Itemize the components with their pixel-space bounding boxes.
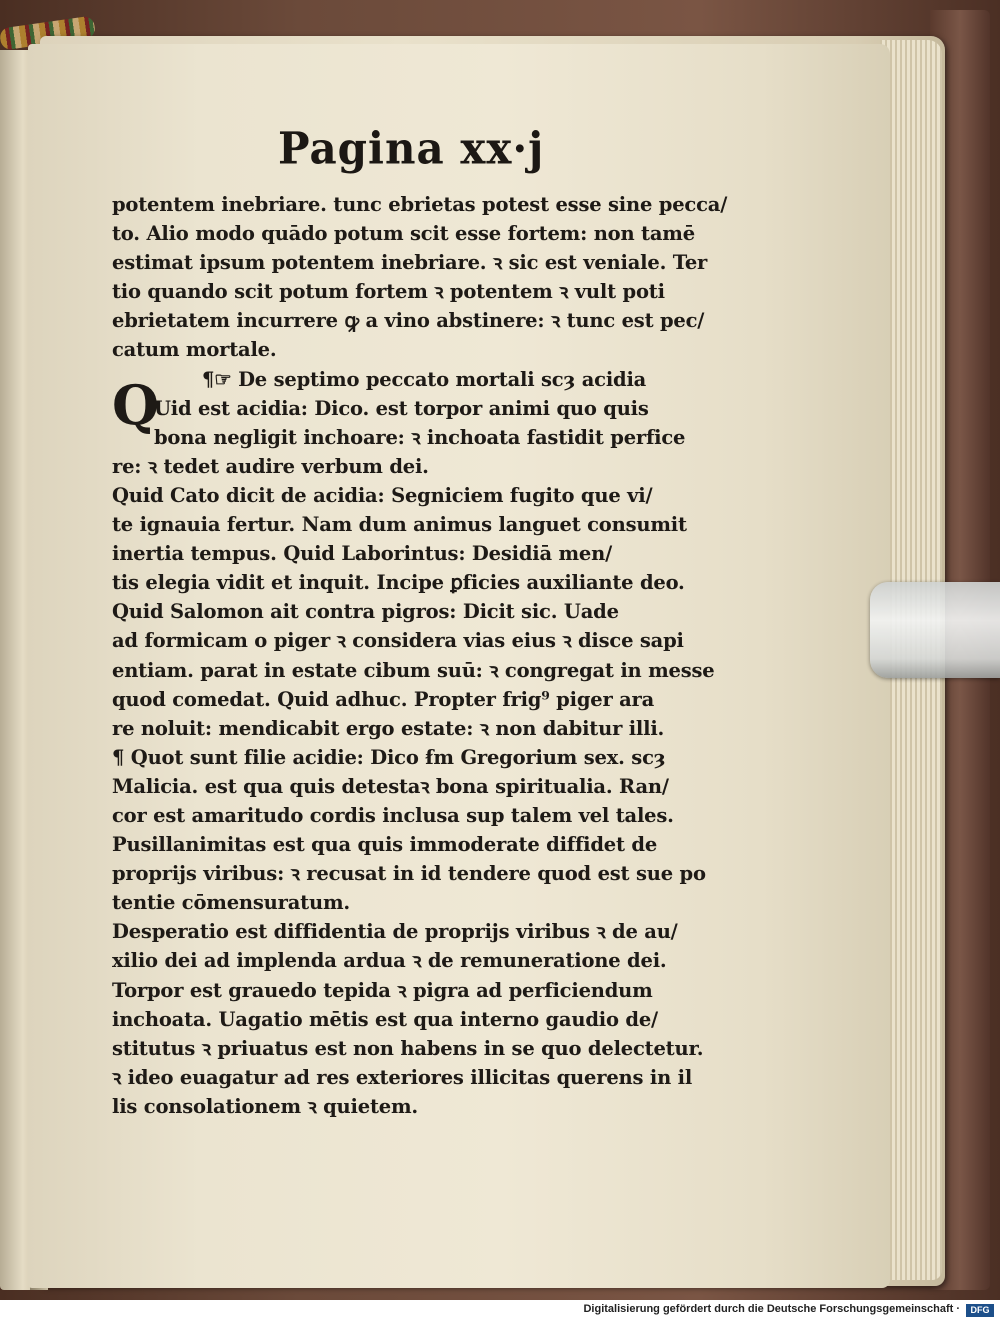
text-line: Desperatio est diffidentia de proprijs viribus ꝛ de au/ <box>112 920 678 944</box>
text-line: tentie cōmensuratum. <box>112 891 350 915</box>
text-line: te ignauia fertur. Nam dum animus languet consumit <box>112 513 687 537</box>
section-heading: ¶☞ De septimo peccato mortali scȝ acidia <box>202 367 647 391</box>
page-heading: Pagina xx·j <box>278 122 545 175</box>
text-line: re: ꝛ tedet audire verbum dei. <box>112 454 429 478</box>
text-line: quod comedat. Quid adhuc. Propter frig⁹ piger ara <box>112 687 655 711</box>
text-line: tis elegia vidit et inquit. Incipe ꝑficies auxiliante deo. <box>112 571 685 595</box>
text-line: proprijs viribus: ꝛ recusat in id tendere quod est sue po <box>112 862 706 886</box>
text-line: Quid Cato dicit de acidia: Segniciem fugito que vi/ <box>112 483 653 507</box>
page-clip <box>870 582 1000 678</box>
text-line: lis consolationem ꝛ quietem. <box>112 1094 418 1118</box>
text-line: ad formicam o piger ꝛ considera vias eius ꝛ disce sapi <box>112 629 684 653</box>
text-line: stitutus ꝛ priuatus est non habens in se quo delectetur. <box>112 1036 704 1060</box>
text-line: Pusillanimitas est qua quis immoderate diffidet de <box>112 833 658 857</box>
text-line: tio quando scit potum fortem ꝛ potentem ꝛ vult poti <box>112 280 665 304</box>
text-line: entiam. parat in estate cibum suū: ꝛ congregat in messe <box>112 658 715 682</box>
text-line: Malicia. est qua quis detestaꝛ bona spiritualia. Ran/ <box>112 774 669 798</box>
text-column <box>112 190 728 1121</box>
text-line: to. Alio modo quādo potum scit esse fortem: non tamē <box>112 222 695 246</box>
funding-credit: Digitalisierung gefördert durch die Deutsche Forschungsgemeinschaft · <box>583 1303 960 1315</box>
text-line: ebrietatem incurrere ꝙ a vino abstinere: ꝛ tunc est pec/ <box>112 309 705 333</box>
text-line: inertia tempus. Quid Laborintus: Desidiā men/ <box>112 542 613 566</box>
text-line: Torpor est grauedo tepida ꝛ pigra ad perficiendum <box>112 978 653 1002</box>
text-line: xilio dei ad implenda ardua ꝛ de remuneratione dei. <box>112 949 667 973</box>
text-line: cor est amaritudo cordis inclusa sup talem vel tales. <box>112 803 674 827</box>
text-line: inchoata. Uagatio mētis est qua interno gaudio de/ <box>112 1007 658 1031</box>
dfg-logo: DFG <box>966 1304 994 1317</box>
drop-capital: Q <box>112 373 160 437</box>
text-line: re noluit: mendicabit ergo estate: ꝛ non dabitur illi. <box>112 716 665 740</box>
text-line: bona negligit inchoare: ꝛ inchoata fastidit perfice <box>154 425 686 449</box>
text-line: Quid Salomon ait contra pigros: Dicit sic. Uade <box>112 600 619 624</box>
text-line: Uid est acidia: Dico. est torpor animi quo quis <box>154 396 649 420</box>
text-line: ꝛ ideo euagatur ad res exteriores illicitas querens in il <box>112 1065 693 1089</box>
text-line: catum mortale. <box>112 338 277 362</box>
text-line: estimat ipsum potentem inebriare. ꝛ sic est veniale. Ter <box>112 251 708 275</box>
text-line: potentem inebriare. tunc ebrietas potest esse sine pecca/ <box>112 193 728 216</box>
text-line: ¶ Quot sunt filie acidie: Dico ẜm Gregorium sex. scȝ <box>112 745 666 769</box>
